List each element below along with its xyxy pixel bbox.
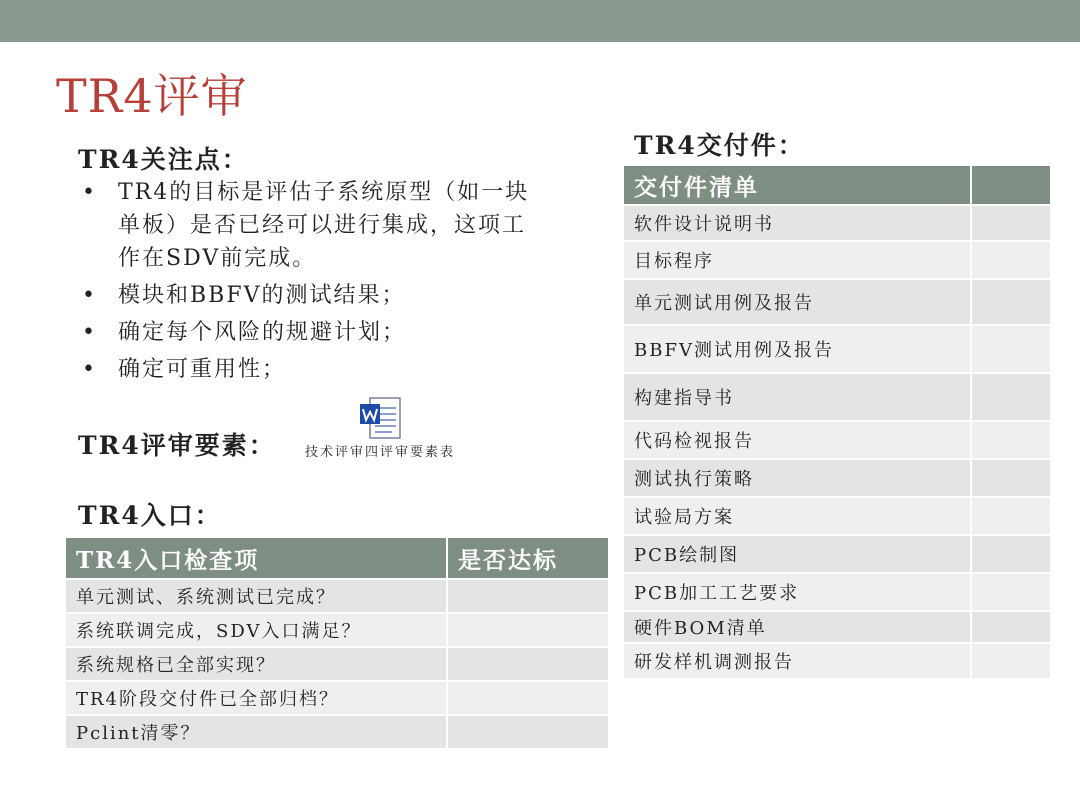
word-document-icon xyxy=(356,396,404,442)
column-header xyxy=(971,165,1051,205)
table-row xyxy=(623,535,1051,573)
table-cell xyxy=(971,497,1051,535)
column-header: 是否达标 xyxy=(447,537,609,579)
table-cell: 测试执行策略 xyxy=(623,459,971,497)
bullet-icon: • xyxy=(82,357,97,382)
deliverables-heading: TR4交付件： xyxy=(634,131,805,160)
table-cell xyxy=(971,241,1051,279)
table-cell xyxy=(971,205,1051,241)
table-row xyxy=(623,643,1051,679)
bullet-icon: • xyxy=(82,180,97,205)
top-header-bar xyxy=(0,0,1080,42)
slide-title: TR4评审 xyxy=(56,69,248,123)
column-header: 交付件清单 xyxy=(623,165,971,205)
review-elements-heading: TR4评审要素： xyxy=(78,431,276,460)
focus-item: • TR4的目标是评估子系统原型（如一块单板）是否已经可以进行集成，这项工作在SDV前完成。 xyxy=(78,176,548,275)
table-row xyxy=(623,421,1051,459)
table-cell xyxy=(971,373,1051,421)
entry-check-table xyxy=(64,536,610,750)
table-cell xyxy=(971,535,1051,573)
table-row xyxy=(65,647,609,681)
table-row xyxy=(623,611,1051,643)
table-header-row xyxy=(65,537,609,579)
table-cell xyxy=(447,613,609,647)
table-cell: 软件设计说明书 xyxy=(623,205,971,241)
deliverables-table xyxy=(622,164,1052,680)
table-cell xyxy=(971,643,1051,679)
table-cell xyxy=(447,647,609,681)
focus-item: • 确定可重用性； xyxy=(78,353,548,386)
table-cell xyxy=(447,715,609,749)
table-cell: Pclint清零？ xyxy=(65,715,447,749)
table-cell xyxy=(971,573,1051,611)
table-cell xyxy=(971,611,1051,643)
table-row xyxy=(623,325,1051,373)
table-row xyxy=(623,573,1051,611)
focus-list xyxy=(78,176,548,390)
table-row xyxy=(623,459,1051,497)
table-header-row xyxy=(623,165,1051,205)
table-row xyxy=(65,681,609,715)
table-cell xyxy=(447,681,609,715)
table-cell: PCB加工工艺要求 xyxy=(623,573,971,611)
table-cell: BBFV测试用例及报告 xyxy=(623,325,971,373)
table-cell: TR4阶段交付件已全部归档？ xyxy=(65,681,447,715)
table-cell: 硬件BOM清单 xyxy=(623,611,971,643)
table-cell: PCB绘制图 xyxy=(623,535,971,573)
table-cell xyxy=(971,421,1051,459)
table-cell: 单元测试用例及报告 xyxy=(623,279,971,325)
table-row xyxy=(623,205,1051,241)
focus-item: • 模块和BBFV的测试结果； xyxy=(78,279,548,312)
table-cell xyxy=(971,459,1051,497)
focus-heading: TR4关注点： xyxy=(78,145,249,174)
table-cell: 目标程序 xyxy=(623,241,971,279)
focus-item: • 确定每个风险的规避计划； xyxy=(78,316,548,349)
table-cell xyxy=(971,279,1051,325)
table-cell xyxy=(447,579,609,613)
table-row xyxy=(65,613,609,647)
table-cell: 系统规格已全部实现？ xyxy=(65,647,447,681)
table-row xyxy=(623,241,1051,279)
table-cell xyxy=(971,325,1051,373)
table-row xyxy=(623,279,1051,325)
table-cell: 构建指导书 xyxy=(623,373,971,421)
table-row xyxy=(623,497,1051,535)
table-cell: 单元测试、系统测试已完成？ xyxy=(65,579,447,613)
table-row xyxy=(65,715,609,749)
table-cell: 系统联调完成，SDV入口满足？ xyxy=(65,613,447,647)
table-cell: 试验局方案 xyxy=(623,497,971,535)
document-label[interactable]: 技术评审四评审要素表 xyxy=(304,445,455,460)
table-row xyxy=(623,373,1051,421)
table-row xyxy=(65,579,609,613)
bullet-icon: • xyxy=(82,283,97,308)
table-cell: 代码检视报告 xyxy=(623,421,971,459)
table-cell: 研发样机调测报告 xyxy=(623,643,971,679)
embedded-document[interactable] xyxy=(300,396,460,464)
entry-heading: TR4入口： xyxy=(78,501,222,530)
column-header: TR4入口检查项 xyxy=(65,537,447,579)
bullet-icon: • xyxy=(82,320,97,345)
